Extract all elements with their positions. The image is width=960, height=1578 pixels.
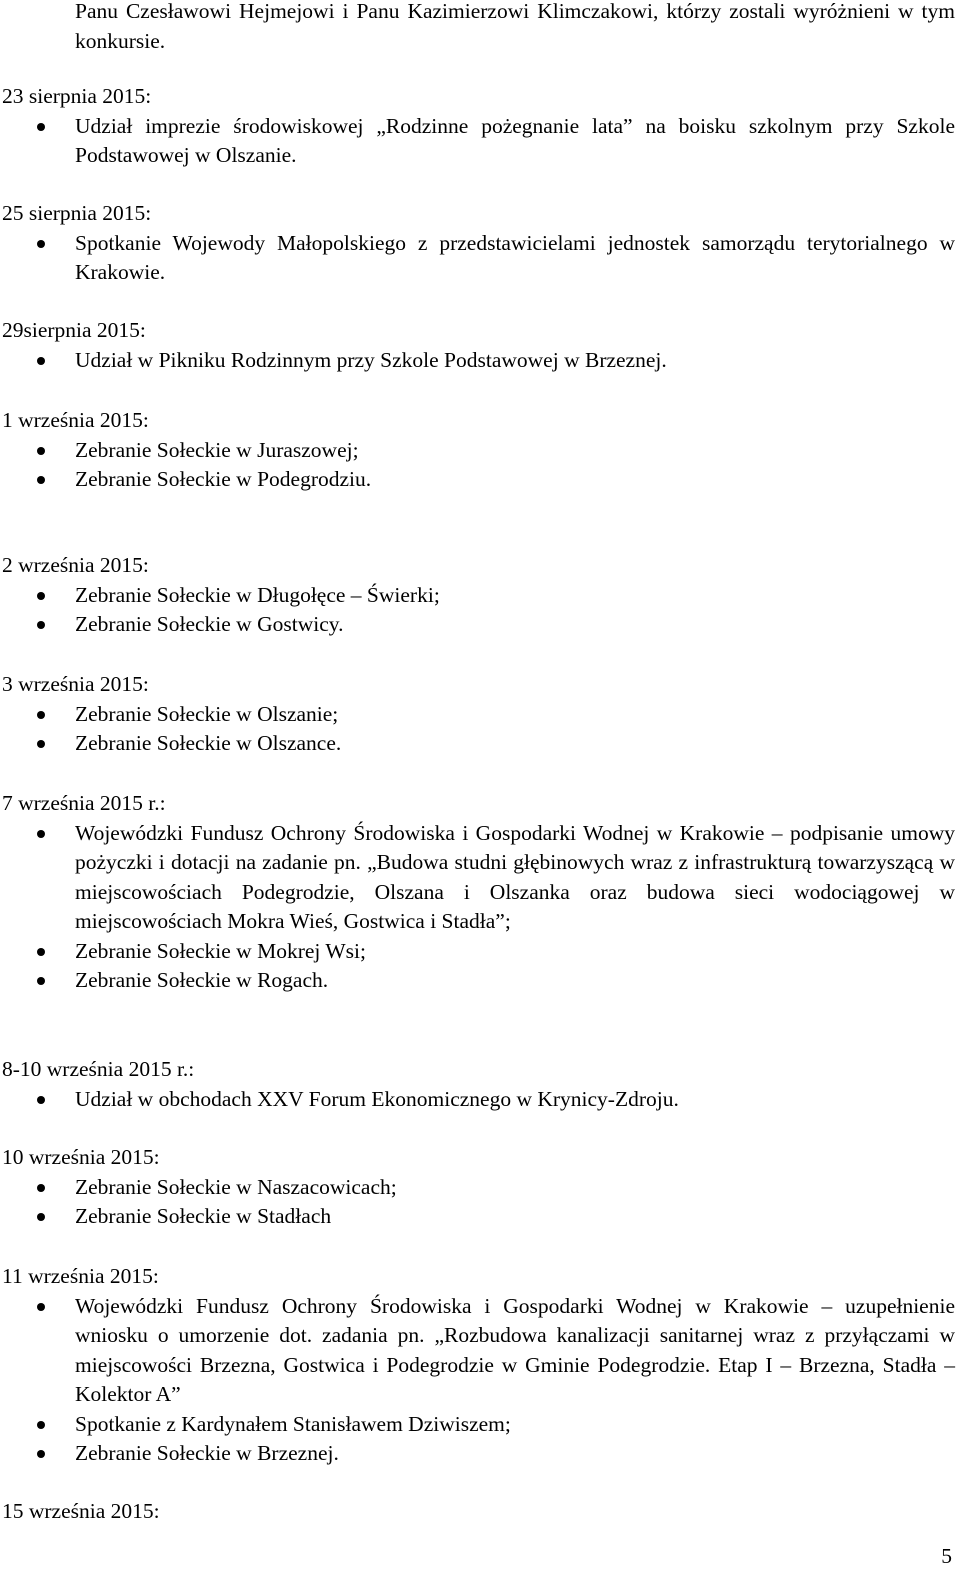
list-item: Zebranie Sołeckie w Brzeznej.	[0, 1439, 955, 1469]
entry-2015-08-29	[0, 316, 955, 375]
entry-date: 29sierpnia 2015:	[2, 318, 146, 342]
entry-2015-09-07	[0, 789, 955, 996]
bullet-icon	[37, 621, 45, 629]
bullet-icon	[37, 476, 45, 484]
entry-items	[0, 229, 955, 288]
bullet-icon	[37, 948, 45, 956]
bullet-icon	[37, 711, 45, 719]
list-item: Zebranie Sołeckie w Juraszowej;	[0, 436, 955, 466]
entry-2015-08-23	[0, 82, 955, 171]
bullet-icon	[37, 977, 45, 985]
entry-date: 3 września 2015:	[2, 672, 149, 696]
bullet-icon	[37, 1303, 45, 1311]
entry-date: 2 września 2015:	[2, 553, 149, 577]
bullet-icon	[37, 240, 45, 248]
entry-items	[0, 1085, 955, 1115]
list-item: Zebranie Sołeckie w Olszance.	[0, 729, 955, 759]
list-item: Spotkanie z Kardynałem Stanisławem Dziwiszem;	[0, 1410, 955, 1440]
page-number: 5	[941, 1544, 952, 1568]
entry-2015-09-15	[0, 1497, 955, 1527]
entry-date: 7 września 2015 r.:	[2, 791, 166, 815]
entry-items	[0, 112, 955, 171]
list-item: Wojewódzki Fundusz Ochrony Środowiska i Gospodarki Wodnej w Krakowie – podpisanie umowy pożyczki i dotacji na zadanie pn. „Budowa studni głębinowych wraz z infrastrukturą towarzyszącą w miejscowościach Podegrodzie, Olszana i Olszanka oraz budowa sieci wodociągowej w miejscowościach Mokra Wieś, Gostwica i Stadła”;	[0, 819, 955, 937]
list-item: Udział w obchodach XXV Forum Ekonomicznego w Krynicy-Zdroju.	[0, 1085, 955, 1115]
bullet-icon	[37, 1096, 45, 1104]
bullet-icon	[37, 1450, 45, 1458]
entry-items	[0, 436, 955, 495]
bullet-icon	[37, 830, 45, 838]
entry-date: 15 września 2015:	[2, 1499, 160, 1523]
entry-items	[0, 581, 955, 640]
entry-date: 10 września 2015:	[2, 1145, 160, 1169]
bullet-icon	[37, 447, 45, 455]
bullet-icon	[37, 740, 45, 748]
entry-items	[0, 346, 955, 376]
entry-date: 8-10 września 2015 r.:	[2, 1057, 195, 1081]
entry-2015-09-01	[0, 406, 955, 495]
bullet-icon	[37, 592, 45, 600]
list-item: Zebranie Sołeckie w Stadłach	[0, 1202, 955, 1232]
intro-paragraph: Panu Czesławowi Hejmejowi i Panu Kazimierzowi Klimczakowi, którzy zostali wyróżnieni w tym konkursie.	[75, 0, 955, 53]
entry-items	[0, 1173, 955, 1232]
list-item: Zebranie Sołeckie w Olszanie;	[0, 700, 955, 730]
entry-date: 1 września 2015:	[2, 408, 149, 432]
list-item: Spotkanie Wojewody Małopolskiego z przedstawicielami jednostek samorządu terytorialnego w Krakowie.	[0, 229, 955, 288]
list-item: Wojewódzki Fundusz Ochrony Środowiska i Gospodarki Wodnej w Krakowie – uzupełnienie wniosku o umorzenie dot. zadania pn. „Rozbudowa kanalizacji sanitarnej wraz z przyłączami w miejscowości Brzezna, Gostwica i Podegrodzie w Gminie Podegrodzie. Etap I – Brzezna, Stadła – Kolektor A”	[0, 1292, 955, 1410]
list-item: Zebranie Sołeckie w Mokrej Wsi;	[0, 937, 955, 967]
entry-items	[0, 819, 955, 996]
list-item: Zebranie Sołeckie w Gostwicy.	[0, 610, 955, 640]
bullet-icon	[37, 357, 45, 365]
entry-items	[0, 1292, 955, 1469]
list-item: Zebranie Sołeckie w Naszacowicach;	[0, 1173, 955, 1203]
entry-date: 23 sierpnia 2015:	[2, 84, 152, 108]
bullet-icon	[37, 1421, 45, 1429]
list-item: Zebranie Sołeckie w Długołęce – Świerki;	[0, 581, 955, 611]
entry-2015-09-08-10	[0, 1055, 955, 1114]
bullet-icon	[37, 123, 45, 131]
entry-date: 25 sierpnia 2015:	[2, 201, 152, 225]
bullet-icon	[37, 1213, 45, 1221]
list-item: Udział imprezie środowiskowej „Rodzinne pożegnanie lata” na boisku szkolnym przy Szkole Podstawowej w Olszanie.	[0, 112, 955, 171]
entry-date: 11 września 2015:	[2, 1264, 159, 1288]
list-item: Zebranie Sołeckie w Rogach.	[0, 966, 955, 996]
entry-items	[0, 700, 955, 759]
entry-2015-08-25	[0, 199, 955, 288]
list-item: Zebranie Sołeckie w Podegrodziu.	[0, 465, 955, 495]
entry-2015-09-02	[0, 551, 955, 640]
entry-2015-09-10	[0, 1143, 955, 1232]
list-item: Udział w Pikniku Rodzinnym przy Szkole Podstawowej w Brzeznej.	[0, 346, 955, 376]
entry-2015-09-11	[0, 1262, 955, 1469]
bullet-icon	[37, 1184, 45, 1192]
entry-2015-09-03	[0, 670, 955, 759]
